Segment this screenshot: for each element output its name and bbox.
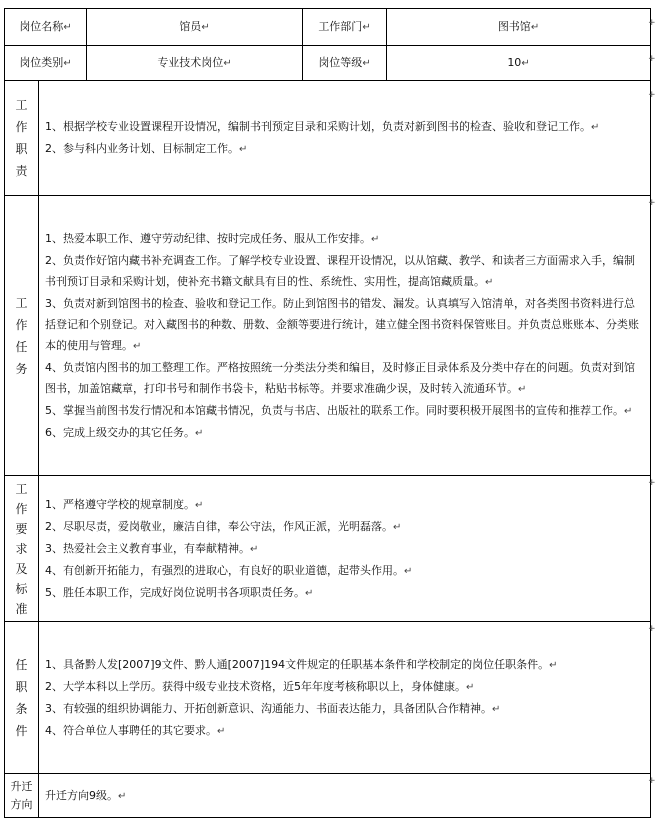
standards-label-char: 作 — [15, 501, 28, 516]
standards-label-cell — [5, 476, 39, 622]
row-end-marker: + — [648, 624, 656, 634]
conditions-label-char: 件 — [15, 723, 28, 738]
row-end-marker: + — [648, 18, 656, 28]
department-cell: 图书馆↵ — [387, 9, 651, 46]
list-item: 1、热爱本职工作、遵守劳动纪律、按时完成任务、服从工作安排。↵ — [45, 231, 380, 245]
position-name-cell: 馆员↵ — [87, 9, 303, 46]
standards-label-char: 工 — [15, 481, 28, 496]
header-row-1 — [5, 9, 651, 46]
list-item: 3、热爱社会主义教育事业，有奉献精神。↵ — [45, 541, 259, 555]
grade-label: 岗位等级 — [318, 56, 363, 69]
list-item: 2、大学本科以上学历。获得中级专业技术资格，近5年年度考核称职以上，身体健康。↵ — [45, 679, 475, 693]
position-name-label: 岗位名称 — [19, 20, 64, 33]
category-label: 岗位类别 — [19, 56, 64, 69]
conditions-label-cell — [5, 622, 39, 774]
conditions-label-char: 职 — [15, 679, 28, 694]
row-end-marker: + — [648, 198, 656, 208]
list-item: 4、符合单位人事聘任的其它要求。↵ — [45, 723, 226, 737]
list-item: 4、负责馆内图书的加工整理工作。严格按照统一分类法分类和编目，及时修正目录体系及分类中存在的问题。负责对到馆图书，加盖馆藏章，打印书号和制作书袋卡，粘贴书标等。并要求准确少误，及时转入流通环节。↵ — [45, 360, 635, 395]
standards-label-char: 标 — [15, 581, 28, 596]
department-label-cell: 工作部门↵ — [303, 9, 387, 46]
grade-label-cell: 岗位等级↵ — [303, 46, 387, 81]
list-item: 4、有创新开拓能力，有强烈的进取心，有良好的职业道德，起带头作用。↵ — [45, 563, 413, 577]
department-label: 工作部门 — [318, 20, 363, 33]
standards-label-char: 准 — [15, 601, 28, 616]
list-item: 1、严格遵守学校的规章制度。↵ — [45, 497, 204, 511]
duties-label-char: 工 — [15, 98, 28, 112]
list-item: 2、参与科内业务计划、目标制定工作。↵ — [45, 142, 248, 155]
category-value: 专业技术岗位 — [157, 56, 224, 69]
duties-label-char: 作 — [15, 120, 28, 134]
department-value: 图书馆 — [497, 20, 531, 33]
standards-label-char: 要 — [15, 521, 28, 536]
list-item: 2、尽职尽责，爱岗敬业，廉洁自律，奉公守法，作风正派，光明磊落。↵ — [45, 519, 402, 533]
list-item: 5、掌握当前图书发行情况和本馆藏书情况，负责与书店、出版社的联系工作。同时要积极开展图书的宣传和推荐工作。↵ — [45, 403, 633, 417]
tasks-label-char: 工 — [15, 295, 28, 310]
list-item: 6、完成上级交办的其它任务。↵ — [45, 425, 204, 439]
conditions-label-char: 条 — [15, 701, 28, 716]
standards-label-char: 及 — [15, 561, 28, 576]
duties-row — [5, 81, 651, 196]
standards-row — [5, 476, 651, 622]
conditions-content — [39, 622, 651, 774]
promotion-content — [39, 774, 651, 818]
tasks-row — [5, 196, 651, 476]
tasks-label-char: 任 — [15, 339, 28, 354]
row-end-marker: + — [648, 478, 656, 488]
conditions-row — [5, 622, 651, 774]
conditions-label-char: 任 — [15, 657, 28, 672]
promotion-label-line: 方向 — [10, 797, 33, 811]
list-item: 3、有较强的组织协调能力、开拓创新意识、沟通能力、书面表达能力，具备团队合作精神。↵ — [45, 701, 501, 715]
row-end-marker: + — [648, 776, 656, 786]
row-end-marker: + — [648, 54, 656, 64]
list-item: 3、负责对新到馆图书的检查、验收和登记工作。防止到馆图书的错发、漏发。认真填写入馆清单，对各类图书资料进行总括登记和个别登记。对入藏图书的种数、册数、金额等要进行统计，建立健全图书资料保管账目。并负责总账账本、分类账本的使用与管理。↵ — [45, 296, 639, 352]
grade-value: 10 — [507, 56, 522, 69]
promotion-label-line: 升迁 — [10, 779, 33, 793]
list-item: 5、胜任本职工作，完成好岗位说明书各项职责任务。↵ — [45, 585, 314, 599]
tasks-content — [39, 196, 651, 476]
tasks-label-cell — [5, 196, 39, 476]
category-label-cell: 岗位类别↵ — [5, 46, 87, 81]
standards-label-char: 求 — [15, 541, 28, 556]
position-name-label-cell: 岗位名称↵ — [5, 9, 87, 46]
list-item: 1、具备黔人发[2007]9文件、黔人通[2007]194文件规定的任职基本条件和学校制定的岗位任职条件。↵ — [45, 657, 558, 671]
job-description-table — [4, 8, 651, 818]
promotion-text: 升迁方向9级。↵ — [45, 788, 127, 802]
promotion-row — [5, 774, 651, 818]
tasks-label-char: 作 — [15, 317, 28, 332]
promotion-label-cell — [5, 774, 39, 818]
duties-label-char: 责 — [15, 164, 28, 178]
duties-content — [39, 81, 651, 196]
row-end-marker: + — [648, 90, 656, 100]
header-row-2 — [5, 46, 651, 81]
tasks-label-char: 务 — [15, 361, 28, 376]
category-cell: 专业技术岗位↵ — [87, 46, 303, 81]
list-item: 1、根据学校专业设置课程开设情况，编制书刊预定目录和采购计划，负责对新到图书的检查、验收和登记工作。↵ — [45, 120, 600, 133]
list-item: 2、负责作好馆内藏书补充调查工作。了解学校专业设置、课程开设情况，以从馆藏、教学、和读者三方面需求入手，编制书刊预订目录和采购计划，使补充书籍文献具有目的性、系统性、实用性，提高馆藏质量。↵ — [45, 253, 635, 288]
position-name-value: 馆员 — [179, 20, 202, 33]
grade-cell: 10↵ — [387, 46, 651, 81]
standards-content — [39, 476, 651, 622]
duties-label-cell — [5, 81, 39, 196]
duties-label-char: 职 — [15, 142, 28, 156]
